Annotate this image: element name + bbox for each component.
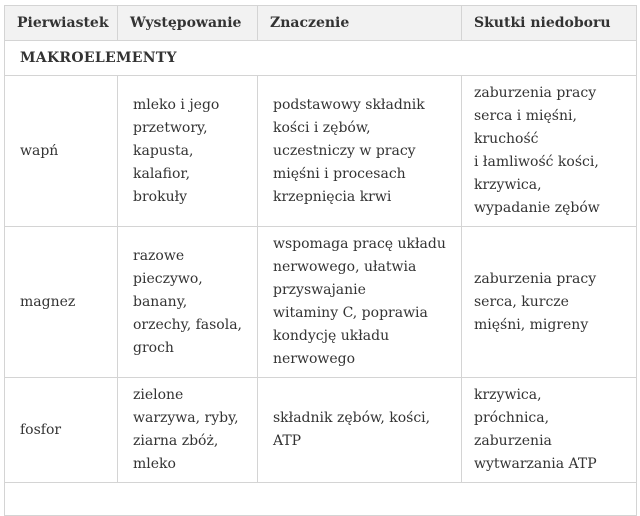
header-deficiency: Skutki niedoboru — [462, 6, 637, 41]
element-name: fosfor — [5, 378, 118, 483]
cell-line: kondycję układu — [273, 328, 390, 344]
table-row — [5, 76, 637, 227]
deficiency-cell — [462, 227, 637, 378]
significance-cell — [258, 378, 462, 483]
cell-line: zaburzenia — [474, 433, 552, 449]
cell-line: mleko — [133, 456, 176, 472]
empty-cell — [5, 483, 637, 516]
cell-line: krzywica, — [474, 177, 542, 193]
cell-line: warzywa, ryby, — [133, 410, 239, 426]
cell-line: składnik zębów, kości, — [273, 410, 431, 426]
cell-line: przetwory, — [133, 119, 208, 136]
header-occurrence: Występowanie — [118, 6, 258, 41]
header-significance: Znaczenie — [258, 6, 462, 41]
cell-line: mleko i jego — [133, 96, 220, 113]
cell-line: brokuły — [133, 188, 188, 205]
cell-line: krzywica, — [474, 387, 542, 403]
cell-line: ziarna zbóż, — [133, 433, 219, 449]
section-label: MAKROELEMENTY — [5, 41, 637, 76]
cell-line: nerwowego, ułatwia — [273, 259, 417, 275]
cell-line: mięśni i procesach — [273, 165, 406, 182]
cell-line: nerwowego — [273, 351, 356, 367]
significance-cell — [258, 227, 462, 378]
cell-line: kości i zębów, — [273, 119, 371, 136]
cell-line: kruchość — [474, 131, 539, 147]
cell-line: podstawowy składnik — [273, 96, 425, 113]
cell-line: zaburzenia pracy — [474, 270, 597, 287]
element-name: wapń — [5, 76, 118, 227]
cell-line: mięśni, migreny — [474, 316, 589, 333]
table-row — [5, 378, 637, 483]
cell-line: kalafior, — [133, 165, 191, 182]
cell-line: zielone — [133, 387, 184, 403]
cell-line: pieczywo, — [133, 270, 203, 287]
occurrence-cell — [118, 227, 258, 378]
table-row-partial — [5, 483, 637, 516]
cell-line: groch — [133, 339, 174, 356]
significance-cell — [258, 76, 462, 227]
cell-line: razowe — [133, 247, 185, 264]
cell-line: wypadanie zębów — [474, 200, 600, 216]
nutrition-table — [4, 5, 637, 516]
element-name: magnez — [5, 227, 118, 378]
cell-line: banany, — [133, 293, 188, 310]
cell-line: kapusta, — [133, 142, 194, 159]
cell-line: wytwarzania ATP — [474, 456, 597, 472]
cell-line: wspomaga pracę układu — [273, 236, 446, 252]
cell-line: zaburzenia pracy — [474, 85, 597, 101]
cell-line: serca, kurcze — [474, 293, 569, 310]
cell-line: uczestniczy w pracy — [273, 142, 416, 159]
cell-line: przyswajanie — [273, 282, 366, 298]
cell-line: ATP — [273, 433, 302, 449]
table-row — [5, 227, 637, 378]
cell-line: krzepnięcia krwi — [273, 188, 392, 205]
cell-line: serca i mięśni, — [474, 108, 577, 124]
cell-line: witaminy C, poprawia — [273, 305, 428, 321]
header-row — [5, 6, 637, 41]
cell-line: orzechy, fasola, — [133, 316, 243, 333]
deficiency-cell — [462, 378, 637, 483]
occurrence-cell — [118, 378, 258, 483]
occurrence-cell — [118, 76, 258, 227]
deficiency-cell — [462, 76, 637, 227]
cell-line: i łamliwość kości, — [474, 154, 599, 170]
cell-line: próchnica, — [474, 410, 550, 426]
header-element: Pierwiastek — [5, 6, 118, 41]
section-row — [5, 41, 637, 76]
